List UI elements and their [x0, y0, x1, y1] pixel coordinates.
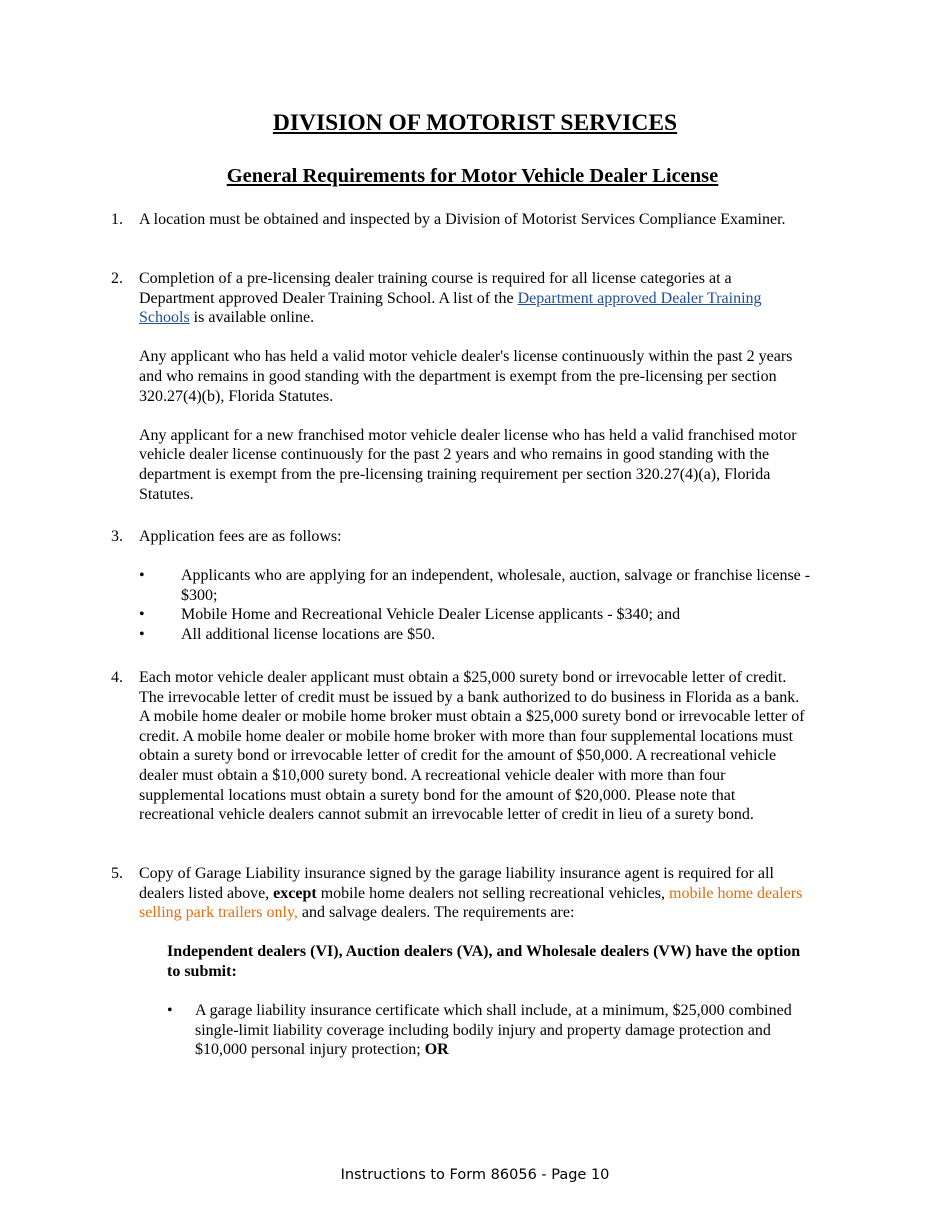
- list-item-3: [111, 527, 811, 645]
- item-number: 3.: [111, 528, 123, 545]
- page-title: DIVISION OF MOTORIST SERVICES: [272, 110, 678, 136]
- item-text-part: mobile home dealers not selling recreational vehicles,: [316, 884, 670, 902]
- fee-text: All additional license locations are $50.: [181, 625, 436, 643]
- bullet-icon: •: [139, 606, 145, 624]
- fee-text: Mobile Home and Recreational Vehicle Dealer License applicants - $340; and: [181, 606, 681, 624]
- franchise-exemption-paragraph: Any applicant for a new franchised motor vehicle dealer license who has held a valid franchised motor vehicle dealer license continuously for the past 2 years and who remains in good standing with the department is exempt from the pre-licensing training requirement per section 320.27(4)(a), Florida Statutes.: [139, 426, 797, 503]
- fee-text: Applicants who are applying for an independent, wholesale, auction, salvage or franchise license - $300;: [181, 567, 811, 604]
- exemption-paragraph: Any applicant who has held a valid motor vehicle dealer's license continuously within the past 2 years and who remains in good standing with the department is exempt from the pre-licensing per section 320.27(4)(b), Florida Statutes.: [139, 348, 793, 405]
- fee-list: [139, 566, 811, 644]
- insurance-option-item: [167, 1001, 811, 1060]
- item-number: 5.: [111, 865, 123, 882]
- dealer-training-schools-link[interactable]: Department approved Dealer Training Schools: [139, 289, 762, 327]
- sub-heading: Independent dealers (VI), Auction dealers (VA), and Wholesale dealers (VW) have the option to submit:: [167, 943, 801, 980]
- list-item-5: [111, 864, 811, 1060]
- item-text: Application fees are as follows:: [139, 528, 342, 545]
- item-number: 4.: [111, 669, 123, 686]
- highlighted-text: mobile home dealers selling park trailers only,: [139, 884, 803, 922]
- list-item-2: [111, 269, 811, 504]
- item-text-part: and salvage dealers. The requirements are:: [297, 904, 575, 922]
- insurance-option-text: A garage liability insurance certificate which shall include, at a minimum, $25,000 combined single-limit liability coverage including bodily injury and property damage protection and $10,000 personal injury protection;: [195, 1002, 792, 1059]
- list-item-4: [111, 668, 811, 825]
- except-emphasis: except: [273, 884, 317, 902]
- list-item-1: [111, 210, 811, 230]
- page-footer: Instructions to Form 86056 - Page 10: [340, 1167, 610, 1183]
- item-number: 2.: [111, 270, 123, 287]
- item-text-part: Copy of Garage Liability insurance signed by the garage liability insurance agent is required for all dealers listed above,: [139, 865, 774, 902]
- item-text: A location must be obtained and inspected by a Division of Motorist Services Compliance Examiner.: [139, 211, 786, 228]
- item-number: 1.: [111, 211, 123, 228]
- item-text: [139, 269, 811, 328]
- bullet-icon: •: [139, 567, 145, 585]
- item-text-part: is available online.: [189, 309, 315, 327]
- or-emphasis: OR: [424, 1041, 449, 1059]
- fee-list-item: [139, 566, 811, 605]
- fee-list-item: [139, 605, 811, 625]
- page-subtitle: General Requirements for Motor Vehicle Dealer License: [226, 165, 719, 187]
- bullet-icon: •: [167, 1002, 173, 1020]
- item-text-part: Completion of a pre-licensing dealer training course is required for all license categories at a Department approved Dealer Training School. A list of the: [139, 270, 732, 307]
- fee-list-item: [139, 625, 811, 645]
- item-text: [139, 864, 811, 923]
- bullet-icon: •: [139, 625, 145, 643]
- item-text: Each motor vehicle dealer applicant must obtain a $25,000 surety bond or irrevocable letter of credit. The irrevocable letter of credit must be issued by a bank authorized to do business in Florida as a bank. A mobile home dealer or mobile home broker must obtain a $25,000 surety bond or irrevocable letter of credit. A mobile home dealer or mobile home broker with more than four supplemental locations must obtain a surety bond or irrevocable letter of credit for the amount of $50,000. A recreational vehicle dealer must obtain a $10,000 surety bond. A recreational vehicle dealer with more than four supplemental locations must obtain a surety bond for the amount of $20,000. Please note that recreational vehicle dealers cannot submit an irrevocable letter of credit in lieu of a surety bond.: [139, 669, 805, 824]
